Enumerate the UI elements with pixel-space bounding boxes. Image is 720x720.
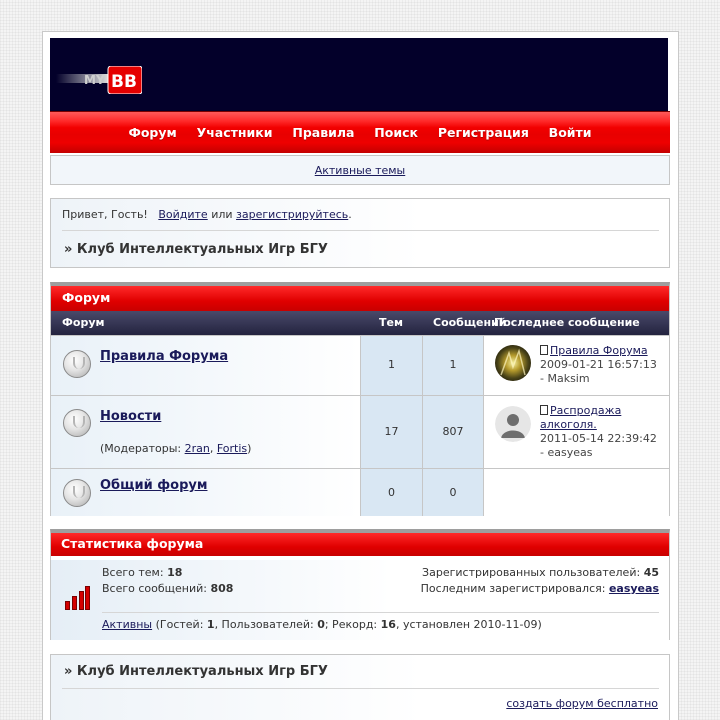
avatar[interactable]: [495, 406, 531, 442]
registered-users: Зарегистрированных пользователей: 45: [422, 566, 659, 579]
last-post-date: 2009-01-21 16:57:13: [540, 358, 657, 371]
last-post-author: - Maksim: [540, 372, 590, 385]
page-container: [42, 31, 679, 720]
main-nav: [50, 111, 670, 153]
col-forum: Форум: [62, 316, 105, 329]
document-icon: [540, 345, 548, 355]
stats-caption: Статистика форума: [51, 533, 669, 556]
greeting-line: [62, 208, 352, 221]
posts-count: 0: [423, 469, 484, 516]
forum-caption: Форум: [51, 286, 669, 311]
active-topics-bar: [50, 155, 670, 185]
last-post-link[interactable]: Распродажа алкоголя.: [540, 404, 622, 431]
forum-table: [50, 282, 670, 516]
col-topics: Тем: [379, 316, 403, 329]
topics-count: 1: [361, 336, 423, 395]
last-registered-user-link[interactable]: easyeas: [608, 582, 659, 595]
divider: [62, 230, 659, 231]
create-forum-link[interactable]: создать форум бесплатно: [506, 697, 658, 710]
forum-row-news: [51, 395, 669, 468]
last-post-cell: [484, 469, 669, 516]
moderators: [100, 442, 251, 455]
forum-row-general: [51, 468, 669, 516]
nav-rules[interactable]: Правила: [292, 125, 355, 140]
col-last-post: Последнее сообщение: [494, 316, 640, 329]
last-post-link[interactable]: Правила Форума: [550, 344, 648, 357]
moderator-link[interactable]: Fortis: [216, 442, 248, 455]
moderators-label: (Модераторы:: [100, 442, 182, 455]
col-posts: Сообщений: [433, 316, 507, 329]
last-post-date: 2011-05-14 22:39:42: [540, 432, 657, 445]
last-registered: Последним зарегистрировался: easyeas: [420, 582, 659, 595]
forum-table-header: [51, 311, 669, 335]
total-posts: Всего сообщений: 808: [102, 582, 234, 595]
nav-members[interactable]: Участники: [196, 125, 273, 140]
login-link[interactable]: Войдите: [158, 208, 208, 221]
or-text: или: [211, 208, 233, 221]
last-post-cell: [484, 396, 669, 468]
greeting-text: Привет, Гость!: [62, 208, 148, 221]
period: .: [348, 208, 352, 221]
topics-count: 17: [361, 396, 423, 468]
bar-chart-icon: [64, 586, 90, 610]
register-link[interactable]: зарегистрируйтесь: [236, 208, 349, 221]
nav-register[interactable]: Регистрация: [437, 125, 529, 140]
forum-row-rules: [51, 335, 669, 395]
nav-search[interactable]: Поиск: [374, 125, 418, 140]
posts-count: 1: [423, 336, 484, 395]
forum-stats: [50, 529, 670, 640]
header-banner: [50, 38, 670, 111]
active-topics-link[interactable]: Активные темы: [314, 164, 406, 177]
last-post-author: - easyeas: [540, 446, 593, 459]
forum-link-general[interactable]: Общий форум: [100, 478, 208, 493]
forum-status-icon: [63, 350, 91, 378]
forum-status-icon: [63, 479, 91, 507]
moderator-link[interactable]: 2ran: [184, 442, 210, 455]
svg-text:MY: MY: [84, 73, 105, 87]
avatar[interactable]: [495, 345, 531, 381]
forum-link-rules[interactable]: Правила Форума: [100, 349, 229, 364]
welcome-panel: [50, 198, 670, 268]
nav-login[interactable]: Войти: [548, 125, 592, 140]
last-post-info: [540, 404, 666, 460]
last-post-info: [540, 344, 666, 386]
paren: ): [247, 442, 252, 455]
document-icon: [540, 405, 548, 415]
active-users-link[interactable]: Активны: [102, 618, 153, 631]
total-topics: Всего тем: 18: [102, 566, 183, 579]
svg-text:BB: BB: [111, 72, 137, 92]
forum-link-news[interactable]: Новости: [100, 409, 162, 424]
mybb-logo[interactable]: [56, 66, 142, 94]
divider: [102, 612, 659, 613]
comma: ,: [209, 442, 214, 455]
footer-breadcrumb: » Клуб Интеллектуальных Игр БГУ: [64, 664, 328, 679]
divider: [62, 688, 659, 689]
online-info: Активны (Гостей: 1, Пользователей: 0; Рекорд: 16, установлен 2010-11-09): [102, 618, 542, 631]
footer-panel: [50, 654, 670, 720]
nav-forum[interactable]: Форум: [128, 125, 177, 140]
breadcrumb: » Клуб Интеллектуальных Игр БГУ: [64, 242, 328, 257]
posts-count: 807: [423, 396, 484, 468]
topics-count: 0: [361, 469, 423, 516]
last-post-cell: [484, 336, 669, 395]
forum-status-icon: [63, 409, 91, 437]
